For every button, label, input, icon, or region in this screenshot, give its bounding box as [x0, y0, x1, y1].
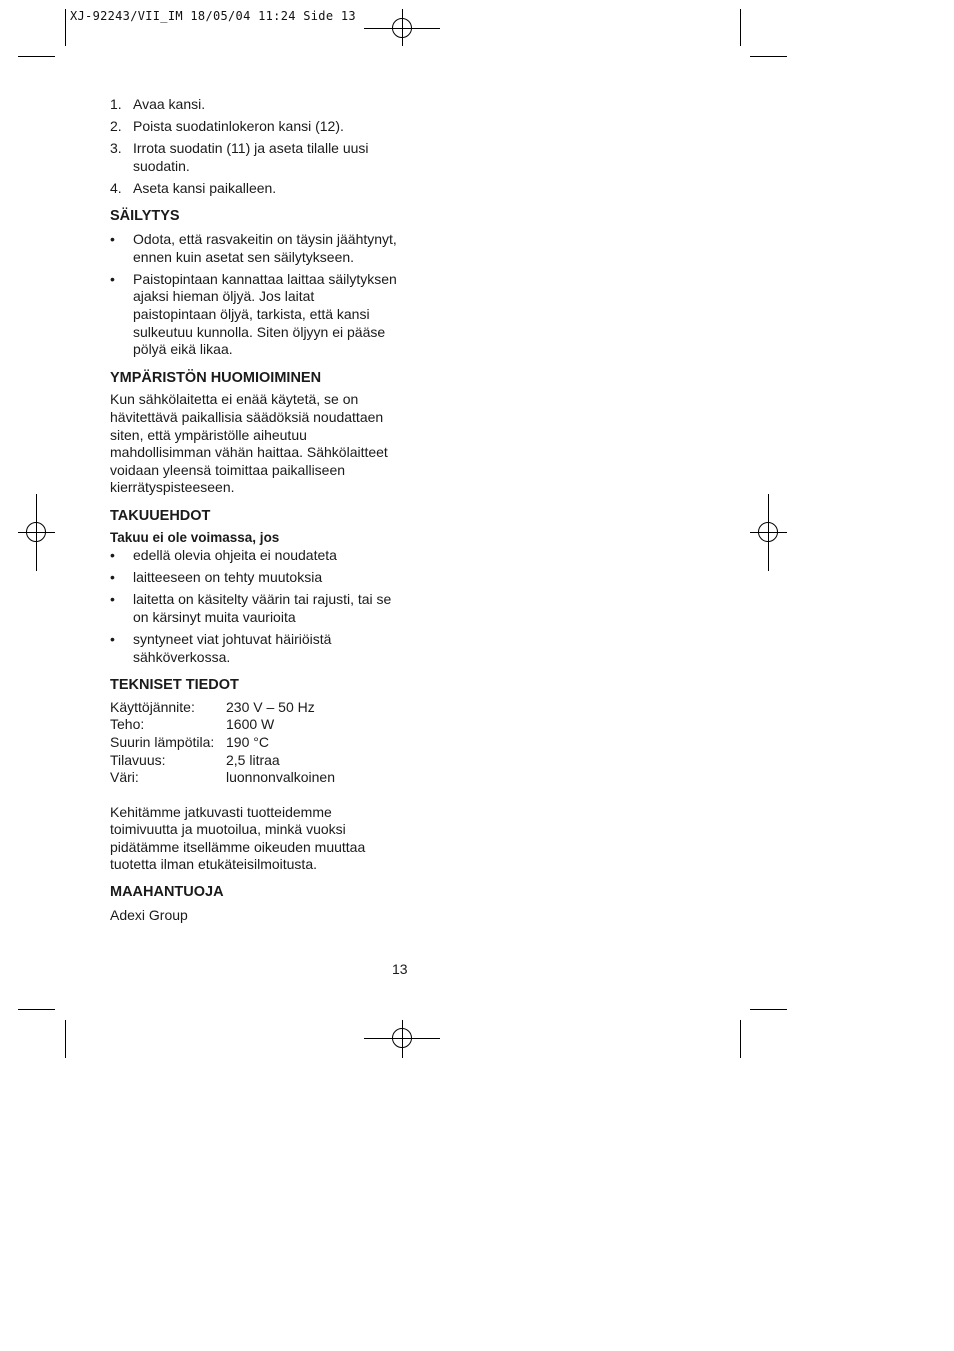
list-item	[110, 547, 400, 565]
list-item	[110, 96, 400, 114]
importer-text: Adexi Group	[110, 906, 188, 923]
table-row	[110, 699, 400, 717]
warranty-subheading: Takuu ei ole voimassa, jos	[110, 530, 280, 546]
list-item	[110, 140, 400, 175]
bullet: •	[110, 231, 115, 248]
warranty-item-text: edellä olevia ohjeita ei noudateta	[133, 547, 337, 564]
step-text: Poista suodatinlokeron kansi (12).	[133, 118, 344, 135]
manual-content	[110, 96, 400, 924]
step-text: Irrota suodatin (11) ja aseta tilalle uusi suodatin.	[133, 140, 369, 174]
table-row	[110, 752, 400, 770]
storage-item-text: Odota, että rasvakeitin on täysin jäähtynyt, ennen kuin asetat sen säilytykseen.	[133, 231, 397, 265]
table-row	[110, 769, 400, 787]
spec-value: luonnonvalkoinen	[226, 769, 335, 786]
step-number: 3.	[110, 140, 122, 157]
warranty-heading: TAKUUEHDOT	[110, 507, 211, 524]
spec-value: 2,5 litraa	[226, 751, 280, 768]
spec-label: Väri:	[110, 769, 139, 786]
list-item	[110, 271, 400, 359]
print-slug-line: XJ-92243/VII_IM 18/05/04 11:24 Side 13	[70, 9, 356, 23]
warranty-item-text: syntyneet viat johtuvat häiriöistä sähköverkossa.	[133, 630, 332, 665]
storage-list	[110, 231, 400, 359]
spec-label: Suurin lämpötila:	[110, 733, 215, 750]
bullet: •	[110, 270, 115, 287]
warranty-item-text: laitteeseen on tehty muutoksia	[133, 569, 323, 586]
list-item	[110, 118, 400, 136]
step-number: 4.	[110, 179, 122, 196]
specs-heading: TEKNISET TIEDOT	[110, 677, 239, 694]
importer-heading: MAAHANTUOJA	[110, 884, 224, 901]
list-item	[110, 180, 400, 198]
bullet: •	[110, 630, 115, 647]
warranty-list	[110, 547, 400, 666]
page-number: 13	[392, 961, 408, 977]
spec-label: Käyttöjännite:	[110, 698, 195, 715]
specs-note: Kehitämme jatkuvasti tuotteidemme toimivuutta ja muotoilua, minkä vuoksi pidätämme itsellämme oikeuden muuttaa tuotetta ilman etukäteisilmoitusta.	[110, 803, 366, 873]
warranty-item-text: laitetta on käsitelty väärin tai rajusti, tai se on kärsinyt muita vaurioita	[133, 591, 392, 625]
spec-label: Tilavuus:	[110, 751, 166, 768]
step-number: 2.	[110, 118, 122, 135]
environment-text: Kun sähkölaitetta ei enää käytetä, se on hävitettävä paikallisia säädöksiä noudattaen siten, että ympäristölle aiheutuu mahdollisimman vähän haittaa. Sähkölaitteet voidaan yleensä toimittaa paikalliseen kierrätyspisteeseen.	[110, 391, 388, 496]
bullet: •	[110, 591, 115, 608]
list-item	[110, 231, 400, 266]
list-item	[110, 569, 400, 587]
storage-heading: SÄILYTYS	[110, 208, 180, 225]
table-row	[110, 734, 400, 752]
spec-label: Teho:	[110, 716, 145, 733]
spec-value: 190 °C	[226, 733, 269, 750]
storage-item-text: Paistopintaan kannattaa laittaa säilytyksen ajaksi hieman öljyä. Jos laitat paistopintaan öljyä, tarkista, että kansi sulkeutuu kunnolla. Siten öljyyn ei pääse pölyä eikä likaa.	[133, 270, 397, 358]
filter-steps-list	[110, 96, 400, 197]
bullet: •	[110, 569, 115, 586]
environment-heading: YMPÄRISTÖN HUOMIOIMINEN	[110, 369, 322, 386]
specs-table	[110, 699, 400, 787]
step-text: Aseta kansi paikalleen.	[133, 179, 277, 196]
spec-value: 1600 W	[226, 716, 275, 733]
step-text: Avaa kansi.	[133, 96, 206, 112]
step-number: 1.	[110, 96, 122, 112]
table-row	[110, 716, 400, 734]
list-item	[110, 591, 400, 626]
bullet: •	[110, 547, 115, 564]
spec-value: 230 V – 50 Hz	[226, 698, 315, 715]
list-item	[110, 631, 400, 666]
